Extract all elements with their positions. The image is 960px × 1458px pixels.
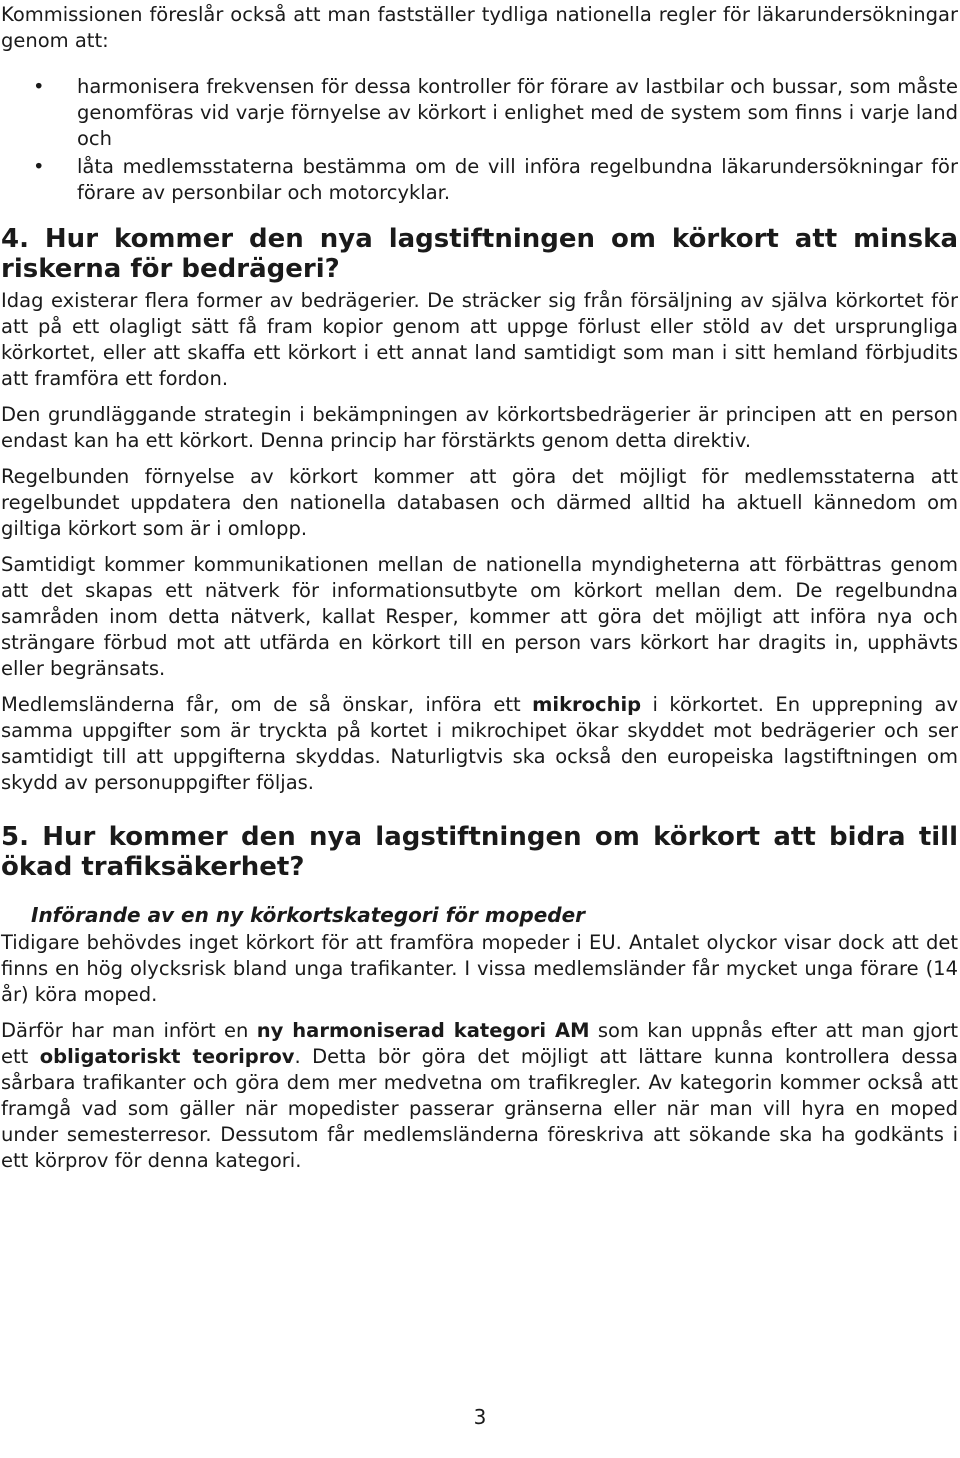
bullet-icon: • [33,75,45,98]
text-run: i körkortet. En upprepning av samma uppgifter som är tryckta på kortet i mikrochipet ökar skyddet mot bedrägerier och ser samtidigt till att uppgifterna skyddas. Naturligtvis ska också den europeiska lagstiftningen om skydd av personuppgifter följas. [1,693,959,794]
bullet-icon: • [33,155,45,178]
bold-term-mikrochip: mikrochip [532,693,642,716]
text-run: som kan uppnås efter att man gjort ett [1,1019,958,1068]
section-5-paragraph-1: Tidigare behövdes inget körkort för att framföra mopeder i EU. Antalet olyckor visar dock att det finns en hög olycksrisk bland unga trafikanter. I vissa medlemsländer får mycket unga förare (14 år) köra moped. [1,931,958,1006]
text-run: . Detta bör göra det möjligt att lättare kunna kontrollera dessa sårbara trafikanter och göra dem mer medvetna om trafikregler. Av kategorin kommer också att framgå vad som gäller när mopedister passerar gränserna eller när man vill hyra en moped under semesterresor. Dessutom får medlemsländerna föreskriva att sökande ska ha godkänts i ett körprov för denna kategori. [1,1045,958,1172]
bullet-list [1,74,958,206]
intro-paragraph: Kommissionen föreslår också att man fastställer tydliga nationella regler för läkarundersökningar genom att: [1,3,958,52]
page-number: 3 [473,1405,487,1429]
section-5-subheading: Införande av en ny körkortskategori för mopeder [31,903,586,927]
document-page [1,2,958,1184]
list-item-text: harmonisera frekvensen för dessa kontroller för förare av lastbilar och bussar, som måste genomföras vid varje förnyelse av körkort i enlighet med de system som finns i varje land och [77,75,958,150]
section-4-paragraph-5 [1,692,958,796]
section-4-paragraph-3: Regelbunden förnyelse av körkort kommer att göra det möjligt för medlemsstaterna att regelbundet uppdatera den nationella databasen och därmed alltid ha aktuell kännedom om giltiga körkort som är i omlopp. [1,465,958,540]
list-item [1,74,958,152]
section-4-paragraph-2: Den grundläggande strategin i bekämpningen av körkortsbedrägerier är principen att en person endast kan ha ett körkort. Denna princip har förstärkts genom detta direktiv. [1,403,958,452]
bold-term-theory-test: obligatoriskt teoriprov [39,1045,295,1068]
section-4-paragraph-4: Samtidigt kommer kommunikationen mellan de nationella myndigheterna att förbättras genom att det skapas ett nätverk för informationsutbyte om körkort mellan dem. De regelbundna samråden inom detta nätverk, kallat Resper, kommer att göra det möjligt att införa nya och strängare förbud mot att utfärda en körkort till en person vars körkort har dragits in, upphävts eller begränsats. [1,553,958,680]
list-item [1,154,958,206]
list-item-text: låta medlemsstaterna bestämma om de vill införa regelbundna läkarundersökningar för förare av personbilar och motorcyklar. [77,155,958,204]
section-5-heading: 5. Hur kommer den nya lagstiftningen om körkort att bidra till ökad trafiksäkerhet? [1,822,958,882]
section-4-paragraph-1: Idag existerar flera former av bedrägerier. De sträcker sig från försäljning av själva körkortet för att på ett olagligt sätt få fram kopior genom att uppge förlust eller stöld av det ursprungliga körkortet, eller att skaffa ett körkort i ett annat land samtidigt som man i sitt hemland förbjudits att framföra ett fordon. [1,289,958,390]
text-run: Därför har man infört en [1,1019,257,1042]
bold-term-category-am: ny harmoniserad kategori AM [256,1019,590,1042]
section-5-paragraph-2 [1,1018,958,1174]
section-4-heading: 4. Hur kommer den nya lagstiftningen om körkort att minska riskerna för bedrägeri? [1,224,958,284]
text-run: Medlemsländerna får, om de så önskar, införa ett [1,693,533,716]
